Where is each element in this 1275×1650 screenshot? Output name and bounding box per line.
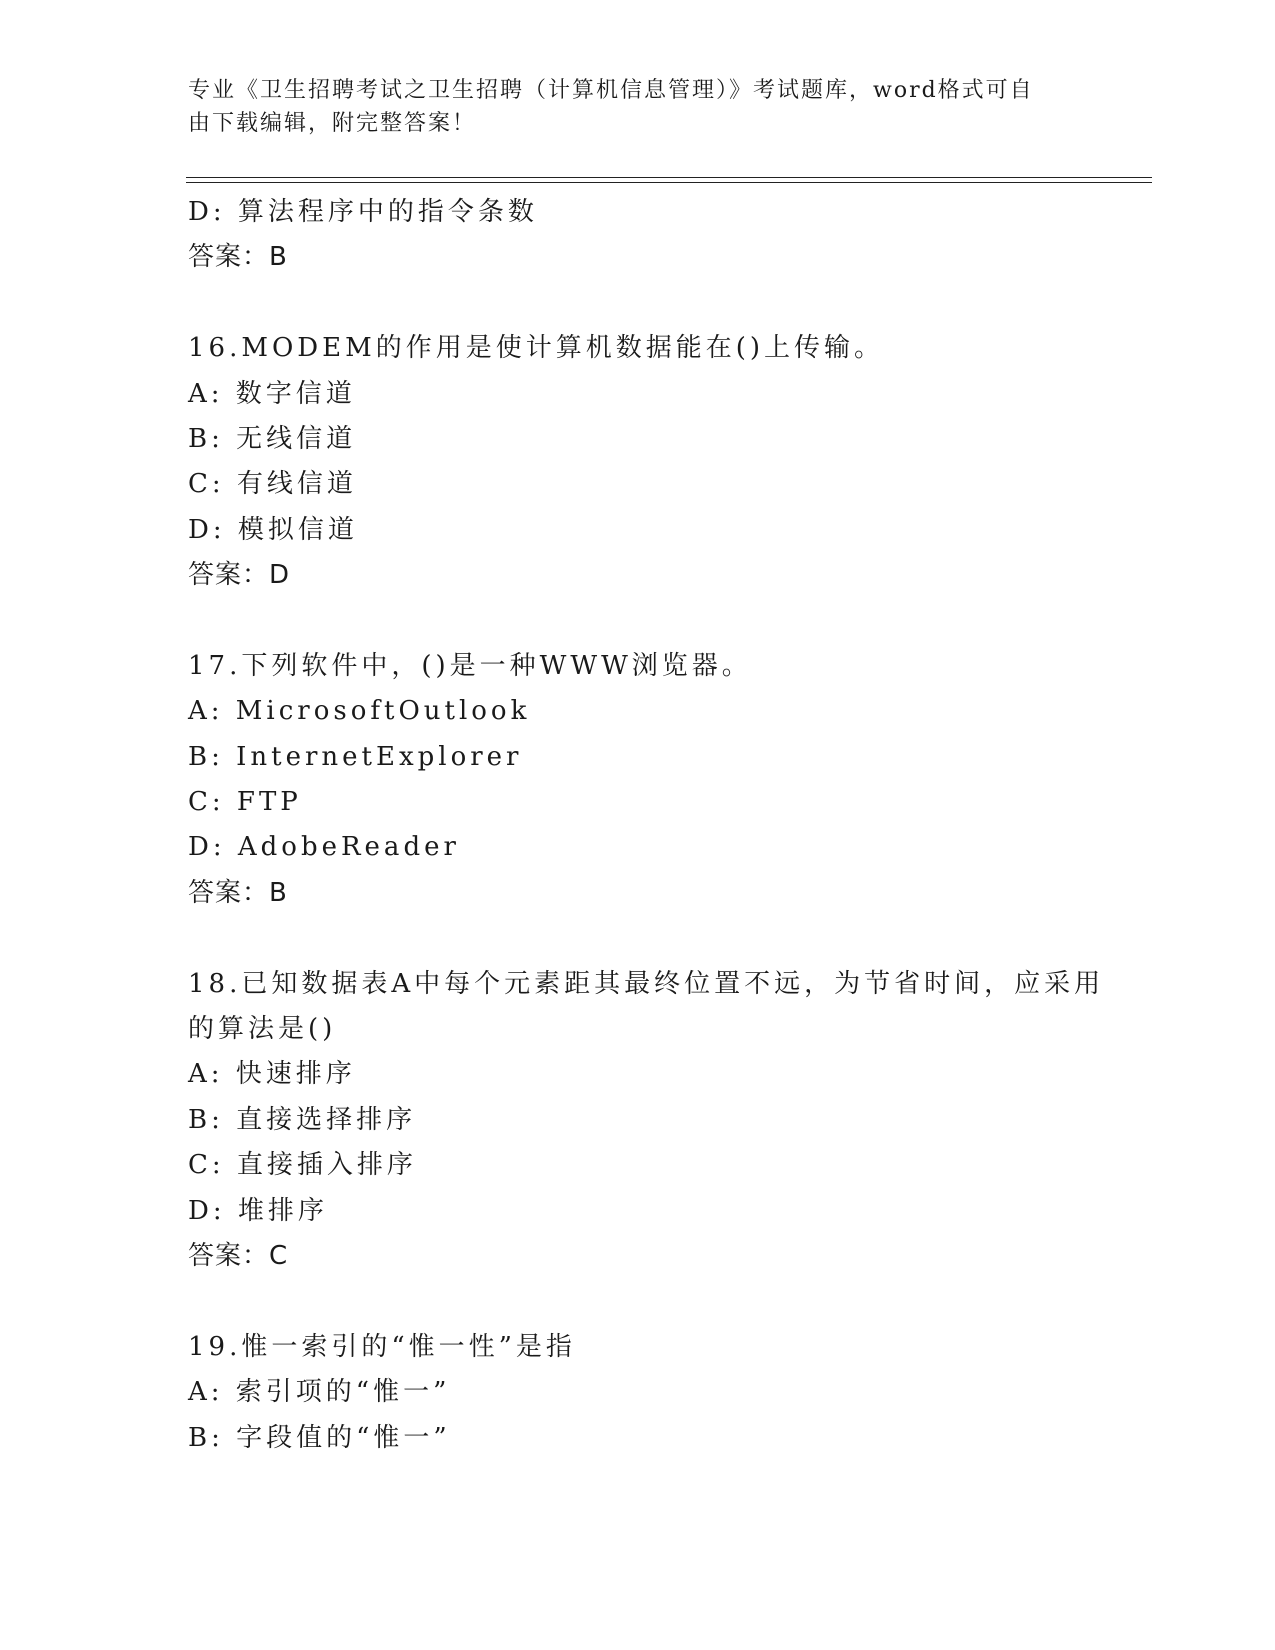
document-header xyxy=(188,74,1068,140)
question-title: 19.惟一索引的“惟一性”是指 xyxy=(188,1331,576,1362)
question-19 xyxy=(188,1325,1088,1461)
option-b: B: 字段值的“惟一” xyxy=(188,1422,451,1453)
option-d: D: 堆排序 xyxy=(188,1195,328,1226)
option-a: A: 数字信道 xyxy=(188,378,356,409)
option-b: B: 无线信道 xyxy=(188,423,357,454)
question-16 xyxy=(188,326,1088,598)
answer: 答案：C xyxy=(188,1240,289,1271)
option-a: A: 索引项的“惟一” xyxy=(188,1377,451,1408)
question-17 xyxy=(188,644,1088,916)
question-18 xyxy=(188,962,1105,1280)
option-c: C: 直接插入排序 xyxy=(188,1150,417,1181)
option-d: D: AdobeReader xyxy=(188,832,460,863)
question-15 xyxy=(188,190,1088,281)
question-title-line-2: 的算法是() xyxy=(188,1014,337,1045)
question-title-line-1: 18.已知数据表A中每个元素距其最终位置不远，为节省时间，应采用 xyxy=(188,968,1105,999)
option-d: D: 算法程序中的指令条数 xyxy=(188,197,538,227)
header-line-1: 专业《卫生招聘考试之卫生招聘（计算机信息管理）》考试题库，word格式可自 xyxy=(188,78,1034,103)
question-title: 17.下列软件中，()是一种WWW浏览器。 xyxy=(188,650,752,681)
header-line-2: 由下载编辑，附完整答案！ xyxy=(188,111,477,136)
question-list xyxy=(188,190,1105,1461)
question-title: 16.MODEM的作用是使计算机数据能在()上传输。 xyxy=(188,333,885,364)
spacer xyxy=(188,916,1088,961)
answer: 答案：B xyxy=(188,877,288,908)
answer: 答案：B xyxy=(188,242,288,273)
option-a: A: MicrosoftOutlook xyxy=(188,696,531,727)
spacer xyxy=(188,599,1088,644)
option-b: B: 直接选择排序 xyxy=(188,1104,417,1135)
option-d: D: 模拟信道 xyxy=(188,514,358,545)
answer: 答案：D xyxy=(188,560,291,591)
option-c: C: FTP xyxy=(188,787,302,818)
spacer xyxy=(188,281,1088,326)
option-a: A: 快速排序 xyxy=(188,1059,356,1090)
spacer xyxy=(188,1279,1088,1324)
header-divider-bottom xyxy=(186,182,1152,183)
header-divider-top xyxy=(186,177,1152,178)
option-b: B: InternetExplorer xyxy=(188,741,523,772)
option-c: C: 有线信道 xyxy=(188,469,357,500)
